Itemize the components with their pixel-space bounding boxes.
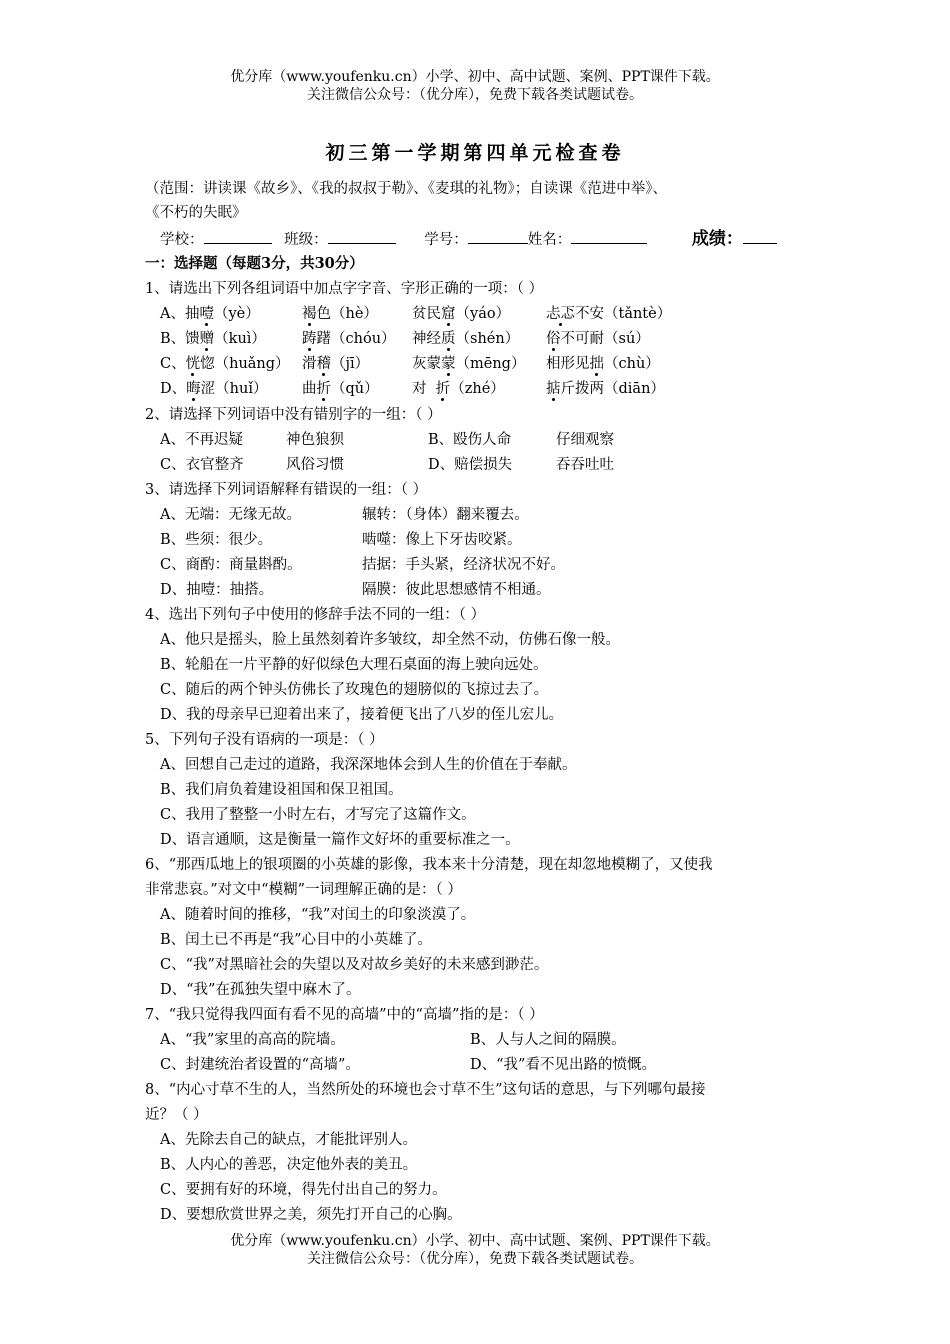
number-label: 学号： bbox=[424, 232, 468, 248]
exam-page: 优分库（www.youfenku.cn）小学、初中、高中试题、案例、PPT课件下载。 关注微信公众号：（优分库），免费下载各类试题试卷。 初三第一学期第四单元检查卷 （范围：讲读课《故乡》、《我的叔叔于勒》、《麦琪的礼物》；自读课《范进中举》、 《不朽的失眠》 学校： 班级： 学号： 姓名： 成绩： 一：选择题（每题3分，共30分） 1、请选出下列各组词语中加点字字音、字形正确的一项：（ ） A、抽噎（yè） 褐色（hè） 贫民窟（yáo） 忐忑不安（tǎntè） B、馈赠（kuì） 踌躇（chóu） 神经质（shén） 俗不可耐（sú） C、恍惚（huǎng） 滑稽（jī） 灰蒙蒙（mēng） 相形见拙（chù） D、晦涩（huǐ） 曲折（qǔ） 对 折（zhé） 掂斤拨两（diān） 2、请选择下列词语中没有错别字的一组：（ ） A、不再迟疑 神色狼狈 B、殴伤人命 仔细观察 C、衣官整齐 风俗习惯 D、赔偿损失 吞吞吐吐 3、请选择下列词语解释有错误的一组：（ ） A、无端：无缘无故。 辗转：（身体）翻来覆去。 B、些须：很少。 啮噬：像上下牙齿咬紧。 C、商酌：商量斟酌。 拮据：手头紧，经济状况不好。 D、抽噎：抽搭。 隔膜：彼此思想感情不相通。 4、选出下列句子中使用的修辞手法不同的一组：（ ） A、他只是摇头，脸上虽然刻着许多皱纹，却全然不动，仿佛石像一般。 B、轮船在一片平静的好似绿色大理石桌面的海上驶向远处。 C、随后的两个钟头仿佛长了玫瑰色的翅膀似的飞掠过去了。 D、我的母亲早已迎着出来了，接着便飞出了八岁的侄儿宏儿。 5、下列句子没有语病的一项是：（ ） A、回想自己走过的道路，我深深地体会到人生的价值在于奉献。 B、我们肩负着建设祖国和保卫祖国。 C、我用了整整一小时左右，才写完了这篇作文。 D、语言通顺，这是衡量一篇作文好坏的重要标准之一。 6、“那西瓜地上的银项圈的小英雄的影像，我本来十分清楚，现在却忽地模糊了，又使我 非常悲哀。”对文中“模糊”一词理解正确的是：（ ） A、随着时间的推移，“我”对闰土的印象淡漠了。 B、闰土已不再是“我”心目中的小英雄了。 C、“我”对黑暗社会的失望以及对故乡美好的未来感到渺茫。 D、“我”在孤独失望中麻木了。 7、“我只觉得我四面有看不见的高墙”中的“高墙”指的是：（ ） A、“我”家里的高高的院墙。 B、人与人之间的隔膜。 C、封建统治者设置的“高墙”。 D、“我”看不见出路的愤慨。 8、“内心寸草不生的人，当然所处的环境也会寸草不生”这句话的意思，与下列哪句最接 近？（ ） A、先除去自己的缺点，才能批评别人。 B、人内心的善恶，决定他外表的美丑。 C、要拥有好的环境，得先付出自己的努力。 D、要想欣赏世界之美，须先打开自己的心胸。 优分库（www.youfenku.cn）小学、初中、高中试题、案例、PPT课件下载。 关注微信公众号：（优分库），免费下载各类试题试卷。 bbox=[0, 0, 950, 1344]
q4-option-c: C、随后的两个钟头仿佛长了玫瑰色的翅膀似的飞掠过去了。 bbox=[160, 682, 549, 698]
q5-stem: 5、下列句子没有语病的一项是：（ ） bbox=[145, 732, 384, 748]
q5-option-d: D、语言通顺，这是衡量一篇作文好坏的重要标准之一。 bbox=[160, 832, 520, 848]
footer-line-1: 优分库（www.youfenku.cn）小学、初中、高中试题、案例、PPT课件下载。 bbox=[230, 1233, 720, 1249]
school-blank bbox=[204, 229, 272, 244]
q3-stem: 3、请选择下列词语解释有错误的一组：（ ） bbox=[145, 482, 428, 498]
scope-line-2: 《不朽的失眠》 bbox=[145, 205, 247, 221]
q8-option-d: D、要想欣赏世界之美，须先打开自己的心胸。 bbox=[160, 1207, 462, 1223]
q4-option-a: A、他只是摇头，脸上虽然刻着许多皱纹，却全然不动，仿佛石像一般。 bbox=[160, 632, 620, 648]
q6-option-a: A、随着时间的推移，“我”对闰土的印象淡漠了。 bbox=[160, 907, 476, 923]
q7-stem: 7、“我只觉得我四面有看不见的高墙”中的“高墙”指的是：（ ） bbox=[145, 1007, 544, 1023]
q5-option-c: C、我用了整整一小时左右，才写完了这篇作文。 bbox=[160, 807, 476, 823]
score-blank bbox=[743, 229, 777, 244]
q8-option-b: B、人内心的善恶，决定他外表的美丑。 bbox=[160, 1157, 418, 1173]
page-header bbox=[0, 68, 950, 104]
q8-option-a: A、先除去自己的缺点，才能批评别人。 bbox=[160, 1132, 417, 1148]
q6-option-d: D、“我”在孤独失望中麻木了。 bbox=[160, 982, 361, 998]
exam-title: 初三第一学期第四单元检查卷 bbox=[325, 142, 625, 164]
scope-line-1: （范围：讲读课《故乡》、《我的叔叔于勒》、《麦琪的礼物》；自读课《范进中举》、 bbox=[145, 181, 667, 197]
header-line-1: 优分库（www.youfenku.cn）小学、初中、高中试题、案例、PPT课件下载。 bbox=[230, 69, 720, 85]
q8-stem-1: 8、“内心寸草不生的人，当然所处的环境也会寸草不生”这句话的意思，与下列哪句最接 bbox=[145, 1082, 706, 1098]
score-label: 成绩： bbox=[691, 229, 743, 249]
student-info-row bbox=[160, 229, 777, 250]
class-blank bbox=[328, 229, 396, 244]
q6-option-c: C、“我”对黑暗社会的失望以及对故乡美好的未来感到渺茫。 bbox=[160, 957, 549, 973]
q5-option-b: B、我们肩负着建设祖国和保卫祖国。 bbox=[160, 782, 403, 798]
q4-stem: 4、选出下列句子中使用的修辞手法不同的一组：（ ） bbox=[145, 607, 486, 623]
q2-stem: 2、请选择下列词语中没有错别字的一组：（ ） bbox=[145, 407, 442, 423]
name-blank bbox=[571, 229, 647, 244]
q4-option-d: D、我的母亲早已迎着出来了，接着便飞出了八岁的侄儿宏儿。 bbox=[160, 707, 564, 723]
q8-stem-2: 近？（ ） bbox=[145, 1107, 208, 1123]
q5-option-a: A、回想自己走过的道路，我深深地体会到人生的价值在于奉献。 bbox=[160, 757, 577, 773]
q1-stem: 1、请选出下列各组词语中加点字字音、字形正确的一项：（ ） bbox=[145, 281, 544, 297]
q8-option-c: C、要拥有好的环境，得先付出自己的努力。 bbox=[160, 1182, 447, 1198]
number-blank bbox=[468, 229, 528, 244]
section-1-heading: 一：选择题（每题3分，共30分） bbox=[145, 255, 364, 272]
q6-stem-2: 非常悲哀。”对文中“模糊”一词理解正确的是：（ ） bbox=[145, 882, 462, 898]
q6-stem-1: 6、“那西瓜地上的银项圈的小英雄的影像，我本来十分清楚，现在却忽地模糊了，又使我 bbox=[145, 857, 713, 873]
page-footer bbox=[0, 1232, 950, 1268]
q1-a-1: A、抽噎（yè） bbox=[160, 306, 260, 322]
footer-line-2: 关注微信公众号：（优分库），免费下载各类试题试卷。 bbox=[307, 1251, 643, 1267]
school-label: 学校： bbox=[160, 232, 204, 248]
q4-option-b: B、轮船在一片平静的好似绿色大理石桌面的海上驶向远处。 bbox=[160, 657, 548, 673]
q6-option-b: B、闰土已不再是“我”心目中的小英雄了。 bbox=[160, 932, 432, 948]
name-label: 姓名： bbox=[527, 232, 572, 248]
header-line-2: 关注微信公众号：（优分库），免费下载各类试题试卷。 bbox=[307, 87, 643, 103]
class-label: 班级： bbox=[284, 232, 328, 248]
